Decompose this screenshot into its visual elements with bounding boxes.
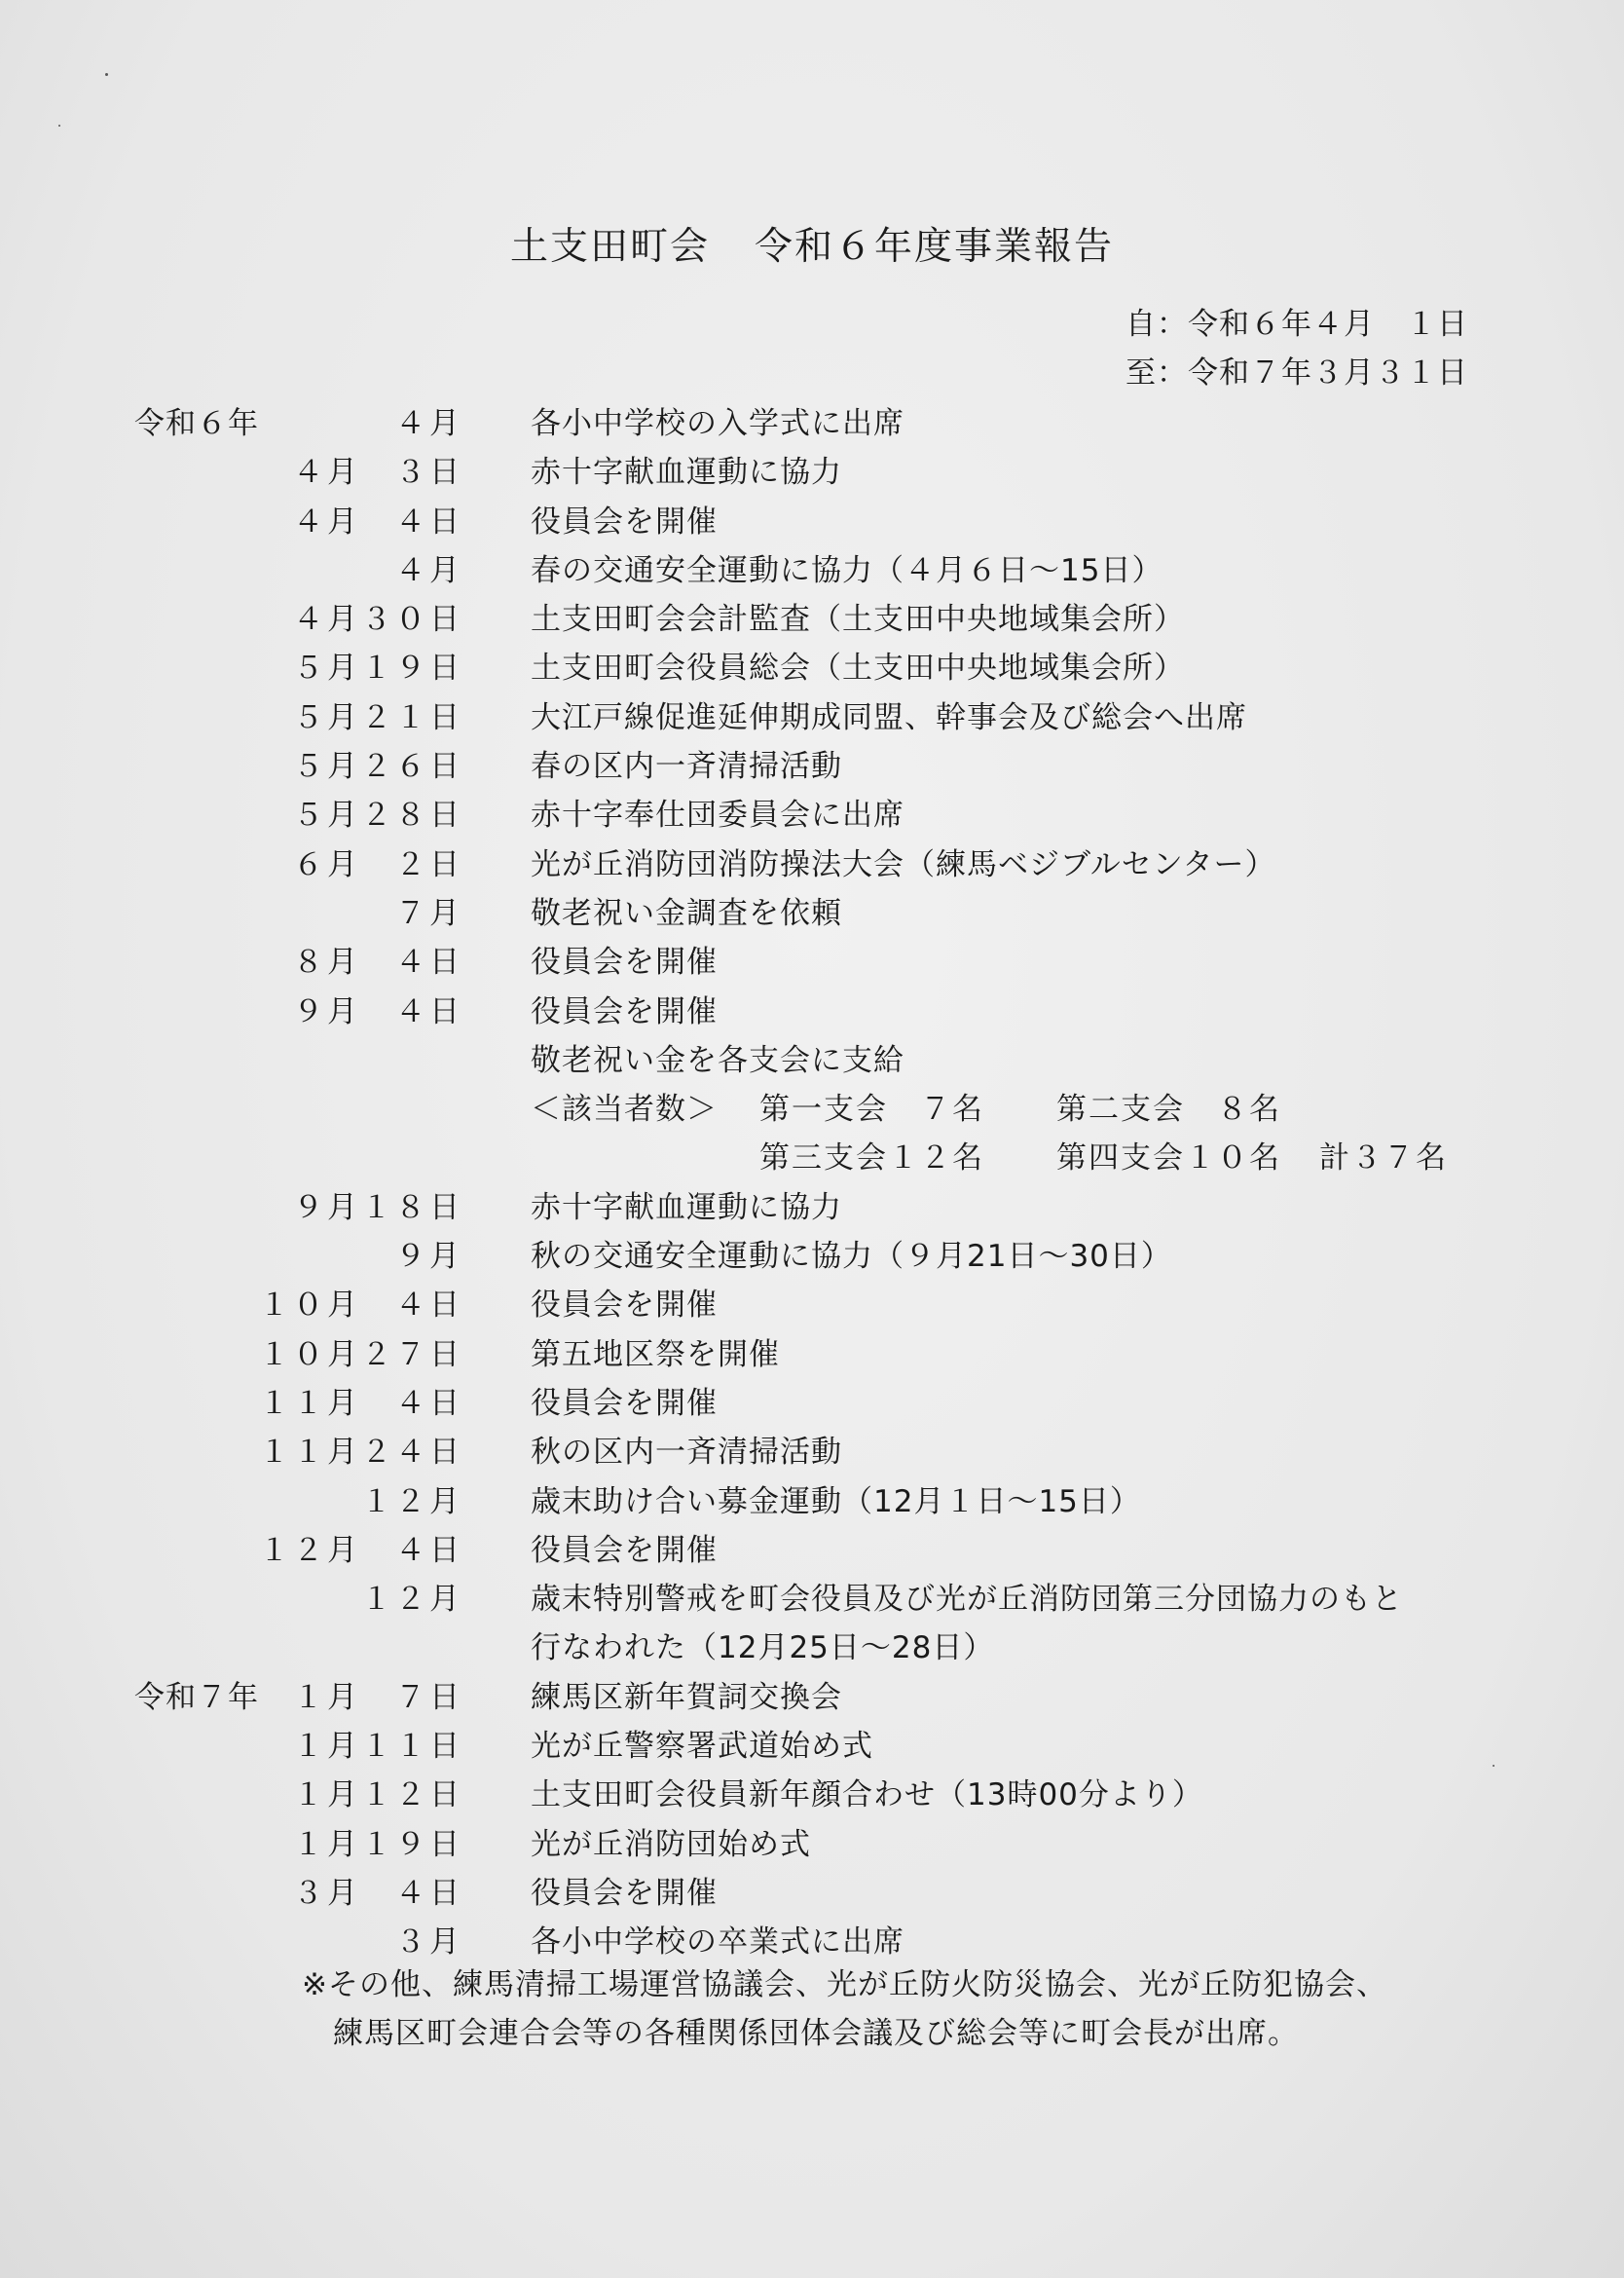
- row-date: ５月２１日: [293, 699, 463, 735]
- schedule-row: [0, 498, 1624, 546]
- row-event: 土支田町会役員新年顔合わせ（13時00分より）: [531, 1777, 1203, 1813]
- schedule-row: [0, 1232, 1624, 1281]
- row-date: ３月 ４日: [293, 1875, 463, 1911]
- row-event: 光が丘消防団始め式: [531, 1826, 811, 1862]
- row-date: ９月 ４日: [293, 993, 463, 1029]
- row-date: ４月: [395, 406, 463, 441]
- row-date: １０月２７日: [259, 1336, 463, 1372]
- schedule-row: [0, 1183, 1624, 1232]
- row-event: 練馬区新年賀詞交換会: [531, 1679, 842, 1715]
- title-organization: 土支田町会: [509, 225, 710, 269]
- schedule-row: [0, 448, 1624, 497]
- schedule-row: [0, 1575, 1624, 1624]
- schedule-row: [0, 1134, 1624, 1182]
- row-event: 敬老祝い金調査を依頼: [531, 895, 842, 931]
- row-event: 役員会を開催: [531, 1875, 718, 1911]
- row-date: ４月 ４日: [293, 504, 463, 540]
- row-event: 春の区内一斉清掃活動: [531, 749, 842, 785]
- row-date: １月１９日: [293, 1826, 463, 1862]
- row-event: 赤十字献血運動に協力: [531, 1189, 842, 1225]
- schedule-row: [0, 889, 1624, 938]
- row-date: ５月１９日: [293, 651, 463, 687]
- paper-speck: [58, 125, 60, 127]
- row-event: 役員会を開催: [531, 1532, 718, 1568]
- row-event: 秋の交通安全運動に協力（９月21日～30日）: [531, 1239, 1172, 1275]
- notes: [302, 1961, 1387, 2058]
- schedule-row: [0, 1036, 1624, 1085]
- row-event: 敬老祝い金を各支会に支給: [531, 1042, 904, 1078]
- row-date: １月１１日: [293, 1729, 463, 1765]
- schedule-row: [0, 1673, 1624, 1722]
- schedule-row: [0, 1085, 1624, 1134]
- row-date: ５月２８日: [293, 798, 463, 834]
- schedule-row: [0, 938, 1624, 987]
- row-date: １２月: [361, 1582, 463, 1618]
- row-date: ４月: [395, 552, 463, 588]
- row-total-count: 計３７名: [1319, 1140, 1448, 1176]
- schedule-row: [0, 791, 1624, 840]
- schedule-row: [0, 693, 1624, 742]
- row-date: １２月 ４日: [259, 1532, 463, 1568]
- schedule-row: [0, 1477, 1624, 1526]
- row-branch-count: 第三支会１２名: [759, 1140, 984, 1176]
- row-event: 役員会を開催: [531, 993, 718, 1029]
- row-event: 光が丘消防団消防操法大会（練馬ベジブルセンター）: [531, 846, 1276, 882]
- row-date: ６月 ２日: [293, 846, 463, 882]
- row-date: ３月: [395, 1924, 463, 1961]
- row-event: 役員会を開催: [531, 504, 718, 540]
- note-line-2: 練馬区町会連合会等の各種関係団体会議及び総会等に町会長が出席。: [333, 2016, 1299, 2051]
- row-date: ４月３０日: [293, 602, 463, 638]
- row-event: 土支田町会役員総会（土支田中央地域集会所）: [531, 651, 1185, 687]
- schedule-row: [0, 1918, 1624, 1966]
- period-from: 自：令和６年４月 １日: [1126, 307, 1468, 342]
- row-event: 春の交通安全運動に協力（４月６日～15日）: [531, 552, 1163, 588]
- schedule-row: [0, 1771, 1624, 1819]
- row-branch-count: 第二支会 ８名: [1056, 1092, 1281, 1128]
- row-event: 各小中学校の卒業式に出席: [531, 1924, 904, 1961]
- row-date: ９月１８日: [293, 1189, 463, 1225]
- row-date: ８月 ４日: [293, 945, 463, 981]
- row-date: ５月２６日: [293, 749, 463, 785]
- row-date: １２月: [361, 1483, 463, 1519]
- paper-speck: [105, 73, 108, 76]
- row-branch-count: 第四支会１０名: [1056, 1140, 1281, 1176]
- schedule-row: [0, 1722, 1624, 1771]
- row-era: 令和７年: [134, 1679, 259, 1715]
- schedule-row: [0, 1428, 1624, 1476]
- schedule-list: [0, 399, 1624, 1967]
- schedule-row: [0, 595, 1624, 644]
- row-event: 行なわれた（12月25日～28日）: [531, 1630, 995, 1666]
- row-era: 令和６年: [134, 406, 259, 441]
- schedule-row: [0, 1281, 1624, 1329]
- row-event: 秋の区内一斉清掃活動: [531, 1435, 842, 1471]
- row-date: ４月 ３日: [293, 455, 463, 491]
- schedule-row: [0, 546, 1624, 595]
- row-event: 歳末特別警戒を町会役員及び光が丘消防団第三分団協力のもと: [531, 1582, 1403, 1618]
- period-to: 至：令和７年３月３１日: [1126, 355, 1468, 391]
- row-event: ＜該当者数＞: [531, 1092, 718, 1128]
- row-date: ９月: [395, 1239, 463, 1275]
- row-event: 役員会を開催: [531, 1385, 718, 1421]
- row-event: 光が丘警察署武道始め式: [531, 1729, 873, 1765]
- row-event: 大江戸線促進延伸期成同盟、幹事会及び総会へ出席: [531, 699, 1247, 735]
- row-event: 赤十字奉仕団委員会に出席: [531, 798, 904, 834]
- row-event: 役員会を開催: [531, 1288, 718, 1324]
- row-event: 役員会を開催: [531, 945, 718, 981]
- row-branch-count: 第一支会 ７名: [759, 1092, 984, 1128]
- schedule-row: [0, 1624, 1624, 1672]
- schedule-row: [0, 742, 1624, 791]
- row-event: 各小中学校の入学式に出席: [531, 406, 904, 441]
- schedule-row: [0, 988, 1624, 1036]
- document-title: [0, 216, 1624, 271]
- schedule-row: [0, 644, 1624, 692]
- row-date: １月 ７日: [293, 1679, 463, 1715]
- row-date: １１月２４日: [259, 1435, 463, 1471]
- row-event: 第五地区祭を開催: [531, 1336, 780, 1372]
- row-date: １０月 ４日: [259, 1288, 463, 1324]
- row-event: 歳末助け合い募金運動（12月１日～15日）: [531, 1483, 1141, 1519]
- schedule-row: [0, 1820, 1624, 1869]
- row-date: １１月 ４日: [259, 1385, 463, 1421]
- schedule-row: [0, 1869, 1624, 1918]
- title-report-name: 令和６年度事業報告: [755, 225, 1115, 269]
- row-date: １月１２日: [293, 1777, 463, 1813]
- schedule-row: [0, 1379, 1624, 1428]
- row-date: ７月: [395, 895, 463, 931]
- row-event: 赤十字献血運動に協力: [531, 455, 842, 491]
- schedule-row: [0, 1330, 1624, 1379]
- schedule-row: [0, 399, 1624, 448]
- row-event: 土支田町会会計監査（土支田中央地域集会所）: [531, 602, 1185, 638]
- schedule-row: [0, 840, 1624, 889]
- note-line-1: ※その他、練馬清掃工場運営協議会、光が丘防火防災協会、光が丘防犯協会、: [302, 1967, 1387, 2002]
- schedule-row: [0, 1526, 1624, 1575]
